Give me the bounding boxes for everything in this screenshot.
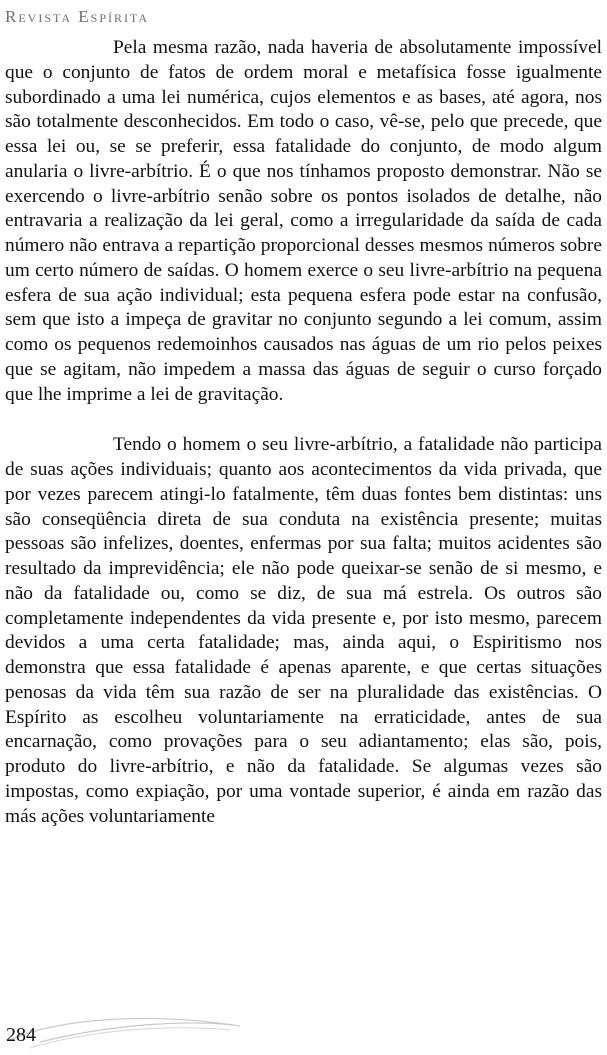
decorative-swoosh — [0, 1010, 607, 1055]
running-header: Revista Espírita — [5, 7, 150, 26]
page-number: 284 — [6, 1024, 36, 1046]
paragraph: Tendo o homem o seu livre-arbítrio, a fatalidade não participa de suas ações individuais; quanto aos acontecimentos da vida privada, que por vezes parecem atingi-lo fatalmente, têm duas fontes bem distintas: uns são conseqüência direta de sua conduta na existência presente; muitas pessoas são infelizes, doentes, enfermas por sua falta; muitos acidentes são resultado da imprevidência; ele não pode queixar-se senão de si mesmo, e não da fatalidade ou, como se diz, de sua má estrela. Os outros são completamente independentes da vida presente e, por isto mesmo, parecem devidos a uma certa fatalidade; mas, ainda aqui, o Espiritismo nos demonstra que essa fatalidade é apenas aparente, e que certas situações penosas da vida têm sua razão de ser na pluralidade das existências. O Espírito as escolheu voluntariamente na erraticidade, antes de sua encarnação, como provações para o seu adiantamento; elas são, pois, produto do livre-arbítrio, e não da fatalidade. Se algumas vezes são impostas, como expiação, por uma vontade superior, é ainda em razão das más ações voluntariamente — [5, 434, 602, 827]
paragraph: Pela mesma razão, nada haveria de absolutamente impossível que o conjunto de fatos de ordem moral e metafísica fosse igualmente subordinado a uma lei numérica, cujos elementos e as bases, até agora, nos são totalmente desconhecidos. Em todo o caso, vê-se, pelo que precede, que essa lei ou, se se preferir, essa fatalidade do conjunto, de modo algum anularia o livre-arbítrio. É o que nos tínhamos proposto demonstrar. Não se exercendo o livre-arbítrio senão sobre os pontos isolados de detalhe, não entravaria a realização da lei geral, como a irregularidade da saída de cada número não entrava a repartição proporcional desses mesmos números sobre um certo número de saídas. O homem exerce o seu livre-arbítrio na pequena esfera de sua ação individual; esta pequena esfera pode estar na confusão, sem que isto a impeça de gravitar no conjunto segundo a lei comum, assim como os pequenos redemoinhos causados nas águas de um rio pelos peixes que se agitam, não impedem a massa das águas de seguir o curso forçado que lhe imprime a lei de gravitação. — [5, 37, 602, 405]
body-text — [5, 36, 602, 829]
